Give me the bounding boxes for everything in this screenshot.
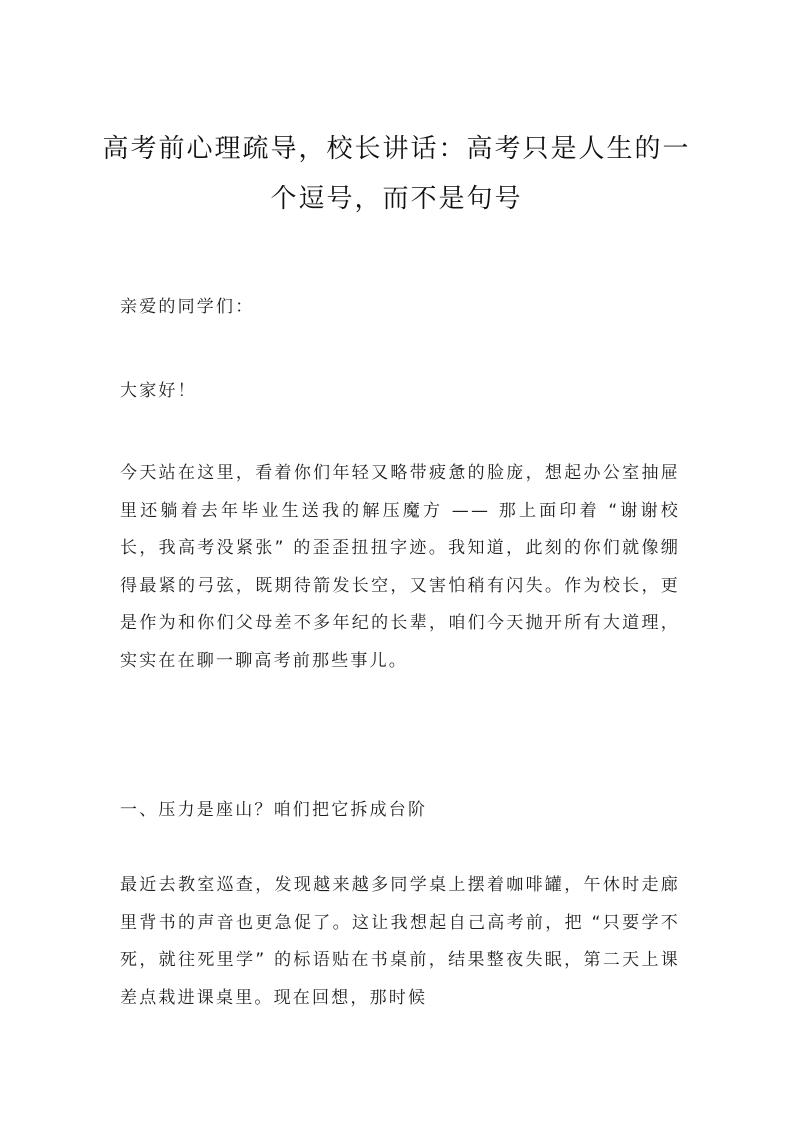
greeting: 亲爱的同学们： xyxy=(120,297,255,317)
body-paragraph: 最近去教室巡查，发现越来越多同学桌上摆着咖啡罐，午休时走廊里背书的声音也更急促了。这让我想起自己高考前，把 “只要学不死，就往死里学” 的标语贴在书桌前，结果整夜失眠，第二天上课差点栽进课桌里。现在回想，那时候 xyxy=(120,875,680,1008)
intro-paragraph: 今天站在这里，看着你们年轻又略带疲惫的脸庞，想起办公室抽屉里还躺着去年毕业生送我的解压魔方 —— 那上面印着 “谢谢校长，我高考没紧张” 的歪歪扭扭字迹。我知道，此刻的你们就像绷得最紧的弓弦，既期待箭发长空，又害怕稍有闪失。作为校长，更是作为和你们父母差不多年纪的长辈，咱们今天抛开所有大道理，实实在在聊一聊高考前那些事儿。 xyxy=(120,463,680,671)
section-heading: 一、压力是座山？咱们把它拆成台阶 xyxy=(120,800,428,820)
document-title: 高考前心理疏导，校长讲话：高考只是人生的一个逗号，而不是句号 xyxy=(102,134,691,214)
salutation: 大家好！ xyxy=(120,381,197,401)
